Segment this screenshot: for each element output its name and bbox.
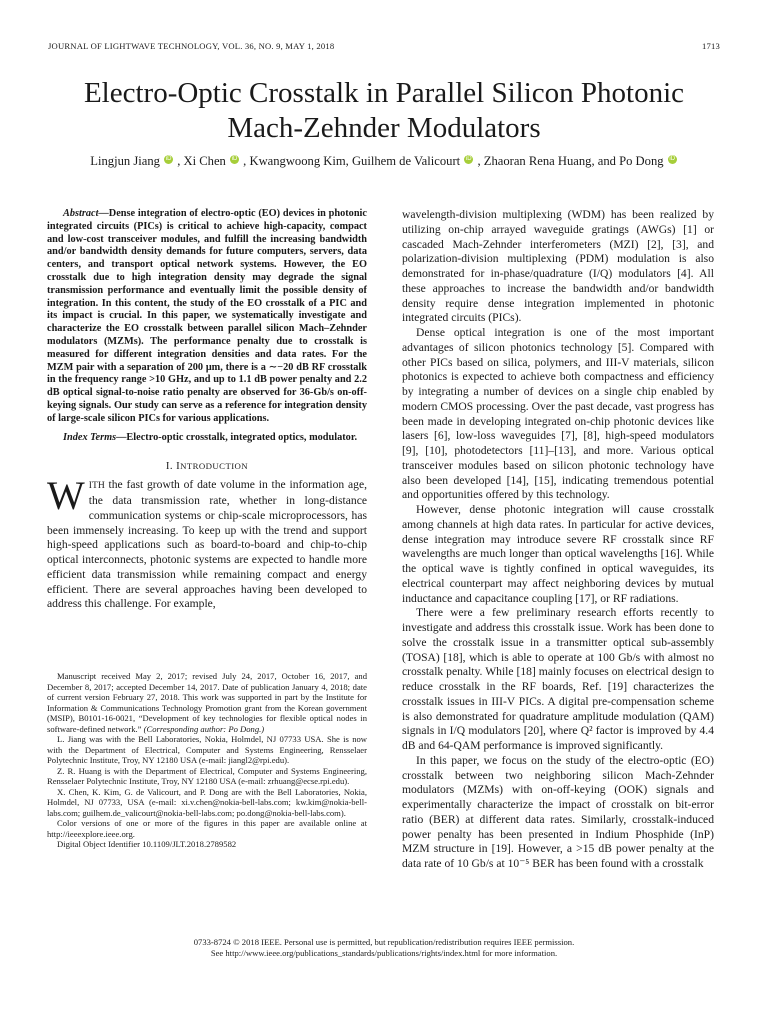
section-number: I. <box>165 460 177 473</box>
author-2: , Xi Chen <box>177 154 226 168</box>
title-line-1: Electro-Optic Crosstalk in Parallel Silicon Photonic <box>83 77 685 109</box>
title-line-2: Mach-Zehnder Modulators <box>227 112 541 144</box>
copyright-line-1: 0733-8724 © 2018 IEEE. Personal use is permitted, but republication/redistribution requires IEEE permission. <box>193 937 575 947</box>
orcid-icon[interactable]: iD <box>465 156 472 162</box>
author-list <box>0 154 768 169</box>
orcid-icon[interactable]: iD <box>669 156 676 162</box>
index-terms-label: Index Terms <box>63 431 117 443</box>
author-4: , Zhaoran Rena Huang, and Po Dong <box>477 154 664 168</box>
index-terms <box>47 432 367 445</box>
paragraph: However, dense photonic integration will cause crosstalk among channels at high data rates. In particular for active devices, dense integration may introduce severe RF crosstalk since RF wavelengths are much longer than optical wavelengths [16]. While the optical wave is tightly confined in optical waveguides, its electrical counterpart may affect neighboring devices by mutual inductance and capacitance coupling [17], or RF radiations. <box>402 503 714 605</box>
footnote-huang: Z. R. Huang is with the Department of Electrical, Computer and Systems Engineering, Rensselaer Polytechnic Institute, Troy, NY 12180 USA (e-mail: zrhuang@ecse.rpi.edu). <box>47 765 367 786</box>
section-title-rest: NTRODUCTION <box>180 461 249 472</box>
journal-name: JOURNAL OF LIGHTWAVE TECHNOLOGY, VOL. 36, NO. 9, MAY 1, 2018 <box>48 41 335 51</box>
abstract <box>47 208 367 426</box>
paragraph: wavelength-division multiplexing (WDM) has been realized by utilizing on-chip arrayed waveguide gratings (AWGs) [1] or cascaded Mach-Zehnder interferometers (MZI) [2], [3], and polarization-division multiplexing (PDM) modulation is also demonstrated for in-phase/quadrature (I/Q) modulators [4]. All these approaches to increase the bandwidth and/or bandwidth density require dense integration implemented in photonic integrated circuits (PICs). <box>402 208 714 325</box>
footnote-jiang: L. Jiang was with the Bell Laboratories, Nokia, Holmdel, NJ 07733 USA. She is now with the Department of Electrical, Computer and Systems Engineering, Rensselaer Polytechnic Institute, Troy, NY 12180 USA (e-mail: jiangl2@rpi.edu). <box>47 734 367 765</box>
footnote-color: Color versions of one or more of the figures in this paper are available online at http://ieeexplore.ieee.org. <box>47 818 367 839</box>
orcid-icon[interactable]: iD <box>231 156 238 162</box>
footnote-manuscript-text: Manuscript received May 2, 2017; revised July 24, 2017, October 16, 2017, and December 8, 2017; accepted December 14, 2017. Date of publication January 4, 2018; date of current version February 27, 2018. This work was supported in part by the Institute for Information & Communications Technology Promotion grant from the Korean government (MSIP), B0101-16-0021, “Development of key technologies for flexible optical nodes in software-defined network.” <box>47 671 367 734</box>
abstract-text: Dense integration of electro-optic (EO) devices in photonic integrated circuits (PICs) is critical to achieve high-capacity, compact and low-cost transceiver modules, and fulfill the increasing bandwidth and/or bandwidth density demands for future computers, servers, data centers, and transport optical network systems. However, the EO crosstalk due to high integration density may degrade the signal transmission performance and eventually limit the possible density of integration. In this content, the study of the EO crosstalk of a PIC and its impact is crucial. In this paper, we systematically investigate and characterize the EO crosstalk between parallel silicon Mach–Zehnder modulators (MZMs). The performance penalty due to crosstalk is measured for different integration densities and data rates. For the MZM pair with a separation of 200 μm, there is a ∼−20 dB RF crosstalk in the frequency range >10 GHz, and up to 1.1 dB power penalty and 2.2 dB optical signal-to-noise ratio penalty are observed for 36-Gb/s on-off-keying signals. Our study can serve as a reference for integration density of large-scale silicon PICs for various applications. <box>47 208 367 424</box>
paragraph: Dense optical integration is one of the most important advantages of silicon photonics technology [5]. Compared with other PICs based on silica, polymers, and III-V materials, silicon photonics is expected to achieve both compactness and efficiency by integrating a number of devices on a single chip enabled by modern CMOS processing. Over the past decade, vast progress has been made in developing integrated on-chip photonic devices like lasers [6], low-loss waveguides [7], [8], high-speed modulators [9], [10], photodetectors [11]–[13], and more. Various optical transceiver modules based on silicon photonic technology have also been developed [14], [15], indicating tremendous potential and opportunities offered by this technology. <box>402 326 714 502</box>
paragraph: In this paper, we focus on the study of the electro-optic (EO) crosstalk between two neighboring silicon Mach-Zehnder modulators (MZMs) with on-off-keying (OOK) signals and experimentally characterize the impact of crosstalk on bit-error ratio (BER) at different data rates. Similarly, crosstalk-induced power penalty has been presented in Indium Phosphide (InP) MZM structure in [19]. However, a >15 dB power penalty at the data rate of 10 Gb/s at 10⁻⁵ BER has been found with a crosstalk <box>402 753 714 870</box>
footnote-bell-labs: X. Chen, K. Kim, G. de Valicourt, and P. Dong are with the Bell Laboratories, Nokia, Holmdel, NJ 07733, USA (e-mail: xi.v.chen@nokia-bell-labs.com; kw.kim@nokia-bell-labs.com; guilhem.de_valicourt@nokia-bell-labs.com; po.dong@nokia-bell-labs.com). <box>47 786 367 818</box>
section-title-initial: I <box>176 460 181 473</box>
left-column <box>47 208 367 612</box>
drop-cap: W <box>47 473 85 519</box>
copyright-notice <box>0 937 768 959</box>
section-heading-introduction <box>47 460 367 472</box>
intro-text: the fast growth of date volume in the information age, the data transmission rate, whether in long-distance communication systems or chip-scale microprocessors, has been immensely increasing. To keep up with the trend and support high-speed applications such as board-to-board and chip-to-chip optical interconnects, photonic systems are expected to handle more efficient data transmission while remaining compact and energy efficient. There are several approaches having been developed to address this challenge. For example, <box>47 478 367 611</box>
running-header <box>48 41 720 51</box>
copyright-line-2: See http://www.ieee.org/publications_standards/publications/rights/index.html for more information. <box>210 948 558 958</box>
page-number: 1713 <box>702 41 720 51</box>
right-column <box>402 208 714 872</box>
abstract-label: Abstract— <box>63 208 109 219</box>
footnote-manuscript <box>47 671 367 734</box>
footnotes <box>47 671 367 850</box>
intro-paragraph <box>47 473 367 612</box>
paragraph: There were a few preliminary research efforts recently to investigate and address this crosstalk issue. Work has been done to solve the crosstalk issue in a transmitter optical sub-assembly (TOSA) [18], which is able to operate at 100 Gb/s with almost no crosstalk penalty. While [18] mainly focuses on electrical design to reduce crosstalk in the RF boards, Ref. [19] characterizes the crosstalk issues in III-V PICs. A digital pre-compensation scheme is also demonstrated for quadrature amplitude modulation (QAM) signals in I/Q modulators [20], where Q² factor is improved by 4.4 dB and 64-QAM performance is improved significantly. <box>402 606 714 752</box>
footnote-doi: Digital Object Identifier 10.1109/JLT.2018.2789582 <box>57 839 237 849</box>
index-terms-text: —Electro-optic crosstalk, integrated optics, modulator. <box>116 431 358 443</box>
corresponding-author: (Corresponding author: Po Dong.) <box>143 723 265 734</box>
orcid-icon[interactable]: iD <box>165 156 172 162</box>
author-1: Lingjun Jiang <box>90 154 160 168</box>
intro-lead: ITH <box>88 480 105 492</box>
author-3: , Kwangwoong Kim, Guilhem de Valicourt <box>243 154 461 168</box>
paper-title <box>0 76 768 146</box>
